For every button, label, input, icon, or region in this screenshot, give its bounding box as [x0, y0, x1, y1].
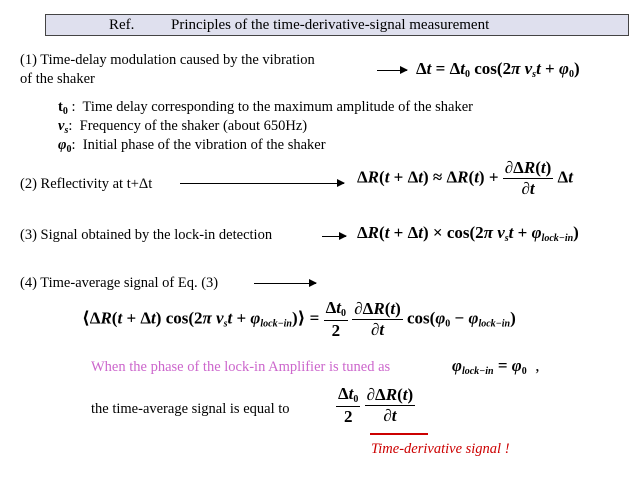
definition-t0: $t_0$ : Time delay corresponding to the maximum amplitude of the shaker: [58, 99, 473, 117]
equation-2: ΔR(t + Δt) ≈ ΔR(t) + $\frac{\partial\Delta R(t)}{\partial t}$ Δt: [357, 158, 573, 198]
title-bar: [45, 14, 629, 36]
item4-label: (4) Time-average signal of Eq. (3): [20, 275, 219, 291]
equation-4: ⟨ΔR(t + Δt) cos(2π $\nu_st$ + $\varphi_{lock-in})⟩$ = $\frac{\Delta t_0}{2}$ $\frac{\partial\Delta R(t)}{\partial t}$ $\cos(\varphi_0 - \varphi_{lock-in})$: [82, 298, 516, 340]
item3-label: (3) Signal obtained by the lock-in detection: [20, 227, 273, 243]
equation-result: $\frac{\Delta t_0}{2}$ $\frac{\partial\Delta R(t)}{\partial t}$: [338, 384, 414, 426]
definition-nus: $\nu_s$: Frequency of the shaker (about 650Hz): [58, 118, 308, 136]
definition-t0-text: Time delay corresponding to the maximum amplitude of the shaker: [82, 99, 473, 115]
item4-arrow: [254, 283, 316, 284]
result-label: Time-derivative signal !: [371, 441, 510, 457]
equation-3: ΔR(t + Δt) × cos(2π $\nu_st + \varphi_{lock-in}$): [357, 223, 579, 244]
equation-tuned: $\varphi_{lock-in} = \varphi_0$ ,: [452, 356, 540, 377]
item2-label: (2) Reflectivity at t+Δt: [20, 176, 153, 192]
item1-line2: of the shaker: [20, 71, 95, 87]
result-underline: [370, 433, 428, 435]
item3-arrow: [322, 236, 346, 237]
definition-phi0: $\varphi_0$: Initial phase of the vibration of the shaker: [58, 137, 326, 155]
equation-1: $\Delta t = \Delta t_0$ cos(2π $\nu_st + \varphi_0$): [416, 59, 580, 80]
item2-arrow: [180, 183, 344, 184]
item1-line1: (1) Time-delay modulation caused by the vibration: [20, 52, 315, 68]
equal-text: the time-average signal is equal to: [91, 401, 290, 417]
ref-label: Ref.: [109, 17, 135, 33]
definition-nus-text: Frequency of the shaker (about 650Hz): [79, 118, 308, 134]
item1-arrow: [377, 70, 407, 71]
definition-phi0-text: Initial phase of the vibration of the shaker: [82, 137, 326, 153]
page-title: Principles of the time-derivative-signal measurement: [171, 17, 490, 33]
tuned-text: When the phase of the lock-in Amplifier is tuned as: [91, 359, 391, 375]
